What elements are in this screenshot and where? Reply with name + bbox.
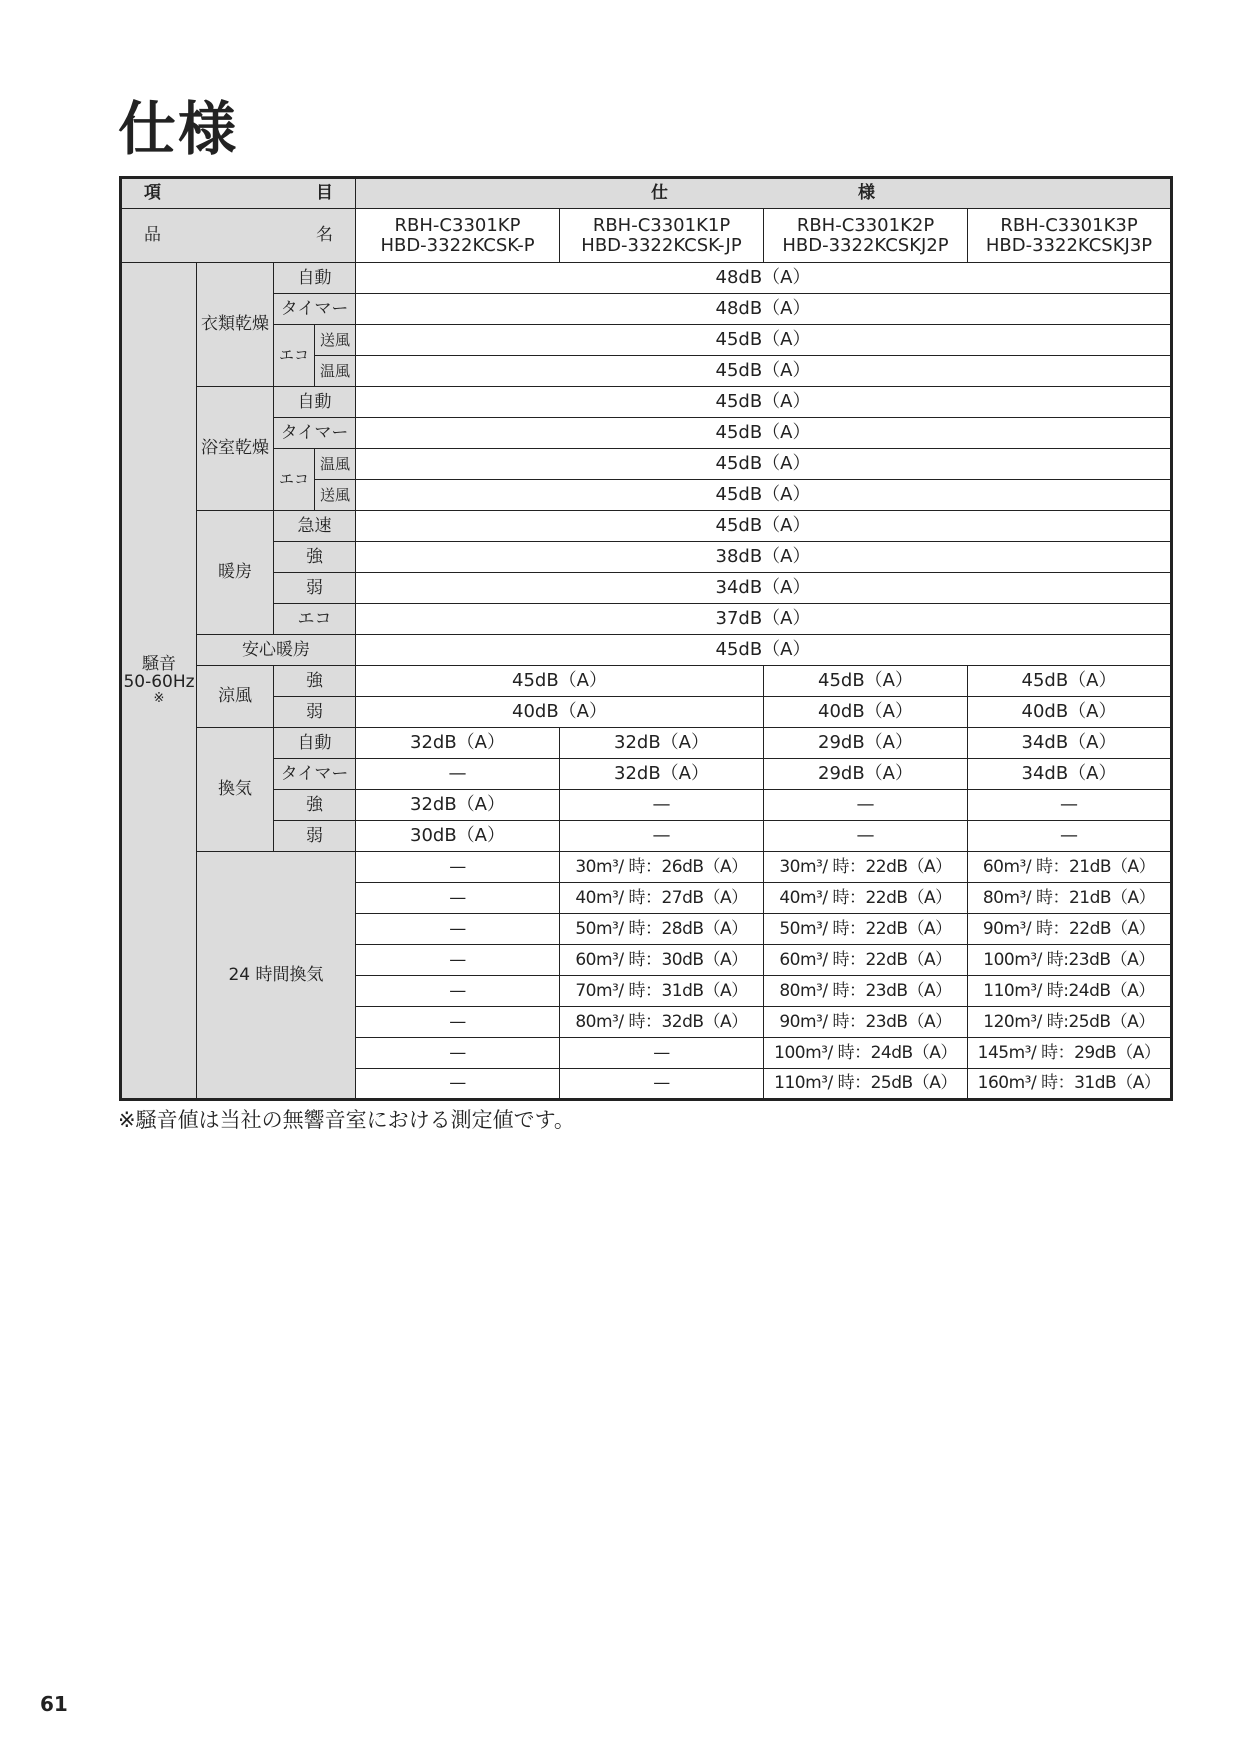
value-cell: —	[356, 1069, 560, 1100]
value-cell: —	[356, 976, 560, 1007]
value-cell: 40dB（A）	[356, 697, 764, 728]
value-cell: 34dB（A）	[968, 728, 1172, 759]
value-cell: 32dB（A）	[356, 728, 560, 759]
value-cell: 34dB（A）	[968, 759, 1172, 790]
value-cell: 30m³/ 時：22dB（A）	[764, 852, 968, 883]
mode-label: 弱	[274, 821, 356, 852]
model-line1: RBH-C3301KP	[394, 214, 521, 236]
table-row	[121, 294, 1172, 325]
model-line2: HBD-3322KCSKJ2P	[782, 234, 949, 256]
category-24h-ventilation: 24 時間換気	[197, 852, 356, 1100]
table-row	[121, 387, 1172, 418]
value-cell: 45dB（A）	[356, 418, 1172, 449]
value-cell: 45dB（A）	[356, 480, 1172, 511]
value-cell: —	[356, 759, 560, 790]
table-row	[121, 542, 1172, 573]
mode-label: 自動	[274, 263, 356, 294]
value-cell: 90m³/ 時：22dB（A）	[968, 914, 1172, 945]
model-line2: HBD-3322KCSK-P	[380, 234, 535, 256]
value-cell: 60m³/ 時：22dB（A）	[764, 945, 968, 976]
noise-label-cell	[121, 263, 197, 1100]
model-row	[121, 209, 1172, 263]
value-cell: 45dB（A）	[968, 666, 1172, 697]
table-row	[121, 821, 1172, 852]
model-cell	[560, 209, 764, 263]
item-header-cell	[121, 178, 356, 209]
mode-label: 弱	[274, 573, 356, 604]
table-row	[121, 759, 1172, 790]
value-cell: 40dB（A）	[968, 697, 1172, 728]
value-cell: 80m³/ 時：23dB（A）	[764, 976, 968, 1007]
value-cell: 100m³/ 時：24dB（A）	[764, 1038, 968, 1069]
value-cell: 50m³/ 時：28dB（A）	[560, 914, 764, 945]
freq-label: 50-60Hz	[123, 672, 195, 693]
item-header-b: 目	[316, 183, 333, 204]
value-cell: 48dB（A）	[356, 263, 1172, 294]
header-row	[121, 178, 1172, 209]
value-cell: 45dB（A）	[356, 325, 1172, 356]
table-row	[121, 511, 1172, 542]
page-number: 61	[40, 1692, 68, 1716]
table-row	[121, 604, 1172, 635]
value-cell: 34dB（A）	[356, 573, 1172, 604]
category-clothes-dry: 衣類乾燥	[197, 263, 274, 387]
model-line1: RBH-C3301K1P	[592, 214, 731, 236]
submode-label: 温風	[315, 449, 356, 480]
mode-label: 強	[274, 666, 356, 697]
value-cell: 45dB（A）	[356, 511, 1172, 542]
value-cell: —	[356, 914, 560, 945]
value-cell: —	[356, 883, 560, 914]
item-header-a: 項	[144, 183, 161, 204]
category-heating: 暖房	[197, 511, 274, 635]
value-cell: 29dB（A）	[764, 728, 968, 759]
table-row	[121, 635, 1172, 666]
value-cell: 110m³/ 時：25dB（A）	[764, 1069, 968, 1100]
model-line2: HBD-3322KCSK-JP	[581, 234, 742, 256]
value-cell: —	[968, 790, 1172, 821]
page-title: 仕様	[118, 95, 239, 163]
model-cell	[356, 209, 560, 263]
table-row	[121, 697, 1172, 728]
value-cell: 120m³/ 時:25dB（A）	[968, 1007, 1172, 1038]
submode-label: 送風	[315, 480, 356, 511]
mode-label: エコ	[274, 604, 356, 635]
noise-label: 騒音	[142, 653, 176, 674]
value-cell: 45dB（A）	[356, 666, 764, 697]
value-cell: —	[560, 1069, 764, 1100]
value-cell: 80m³/ 時：21dB（A）	[968, 883, 1172, 914]
value-cell: —	[560, 790, 764, 821]
table-row	[121, 263, 1172, 294]
value-cell: 45dB（A）	[764, 666, 968, 697]
value-cell: —	[356, 1038, 560, 1069]
submode-label: 温風	[315, 356, 356, 387]
mode-label: 自動	[274, 387, 356, 418]
value-cell: 100m³/ 時:23dB（A）	[968, 945, 1172, 976]
value-cell: 30m³/ 時：26dB（A）	[560, 852, 764, 883]
value-cell: 48dB（A）	[356, 294, 1172, 325]
mode-label: タイマー	[274, 759, 356, 790]
table-row	[121, 325, 1172, 356]
mode-label: 急速	[274, 511, 356, 542]
value-cell: —	[968, 821, 1172, 852]
spec-header-a: 仕	[651, 183, 668, 204]
table-row	[121, 852, 1172, 883]
value-cell: 45dB（A）	[356, 356, 1172, 387]
value-cell: 90m³/ 時：23dB（A）	[764, 1007, 968, 1038]
table-row	[121, 728, 1172, 759]
table-row	[121, 418, 1172, 449]
spec-table	[119, 176, 1173, 1101]
mode-label: エコ	[274, 449, 315, 511]
value-cell: 30dB（A）	[356, 821, 560, 852]
category-safe-heating: 安心暖房	[197, 635, 356, 666]
table-row	[121, 573, 1172, 604]
mode-label: 強	[274, 790, 356, 821]
spec-header-b: 様	[858, 183, 875, 204]
mode-label: 強	[274, 542, 356, 573]
value-cell: 160m³/ 時：31dB（A）	[968, 1069, 1172, 1100]
name-header-a: 品	[144, 225, 161, 246]
product-name-header	[121, 209, 356, 263]
model-cell	[968, 209, 1172, 263]
value-cell: 40m³/ 時：27dB（A）	[560, 883, 764, 914]
note-mark: ※	[153, 691, 165, 707]
value-cell: 45dB（A）	[356, 449, 1172, 480]
value-cell: 50m³/ 時：22dB（A）	[764, 914, 968, 945]
value-cell: 60m³/ 時：21dB（A）	[968, 852, 1172, 883]
category-bath-dry: 浴室乾燥	[197, 387, 274, 511]
value-cell: —	[560, 1038, 764, 1069]
table-row	[121, 790, 1172, 821]
value-cell: 80m³/ 時：32dB（A）	[560, 1007, 764, 1038]
value-cell: 60m³/ 時：30dB（A）	[560, 945, 764, 976]
value-cell: 45dB（A）	[356, 635, 1172, 666]
model-line2: HBD-3322KCSKJ3P	[985, 234, 1153, 256]
value-cell: —	[764, 790, 968, 821]
mode-label: 自動	[274, 728, 356, 759]
model-line1: RBH-C3301K3P	[1000, 214, 1138, 236]
value-cell: 40m³/ 時：22dB（A）	[764, 883, 968, 914]
model-line1: RBH-C3301K2P	[796, 214, 935, 236]
category-cool-breeze: 涼風	[197, 666, 274, 728]
footnote: ※騒音値は当社の無響音室における測定値です。	[118, 1108, 575, 1132]
value-cell: 45dB（A）	[356, 387, 1172, 418]
value-cell: 32dB（A）	[560, 759, 764, 790]
value-cell: —	[356, 945, 560, 976]
value-cell: 32dB（A）	[356, 790, 560, 821]
value-cell: 40dB（A）	[764, 697, 968, 728]
value-cell: 38dB（A）	[356, 542, 1172, 573]
submode-label: 送風	[315, 325, 356, 356]
value-cell: 37dB（A）	[356, 604, 1172, 635]
model-cell	[764, 209, 968, 263]
mode-label: エコ	[274, 325, 315, 387]
spec-header-cell	[356, 178, 1172, 209]
value-cell: 145m³/ 時：29dB（A）	[968, 1038, 1172, 1069]
value-cell: 32dB（A）	[560, 728, 764, 759]
value-cell: 110m³/ 時:24dB（A）	[968, 976, 1172, 1007]
value-cell: —	[356, 1007, 560, 1038]
mode-label: 弱	[274, 697, 356, 728]
value-cell: 70m³/ 時：31dB（A）	[560, 976, 764, 1007]
category-ventilation: 換気	[197, 728, 274, 852]
table-row	[121, 666, 1172, 697]
name-header-b: 名	[316, 225, 333, 246]
mode-label: タイマー	[274, 294, 356, 325]
table-row	[121, 449, 1172, 480]
mode-label: タイマー	[274, 418, 356, 449]
value-cell: —	[764, 821, 968, 852]
value-cell: —	[560, 821, 764, 852]
value-cell: —	[356, 852, 560, 883]
value-cell: 29dB（A）	[764, 759, 968, 790]
